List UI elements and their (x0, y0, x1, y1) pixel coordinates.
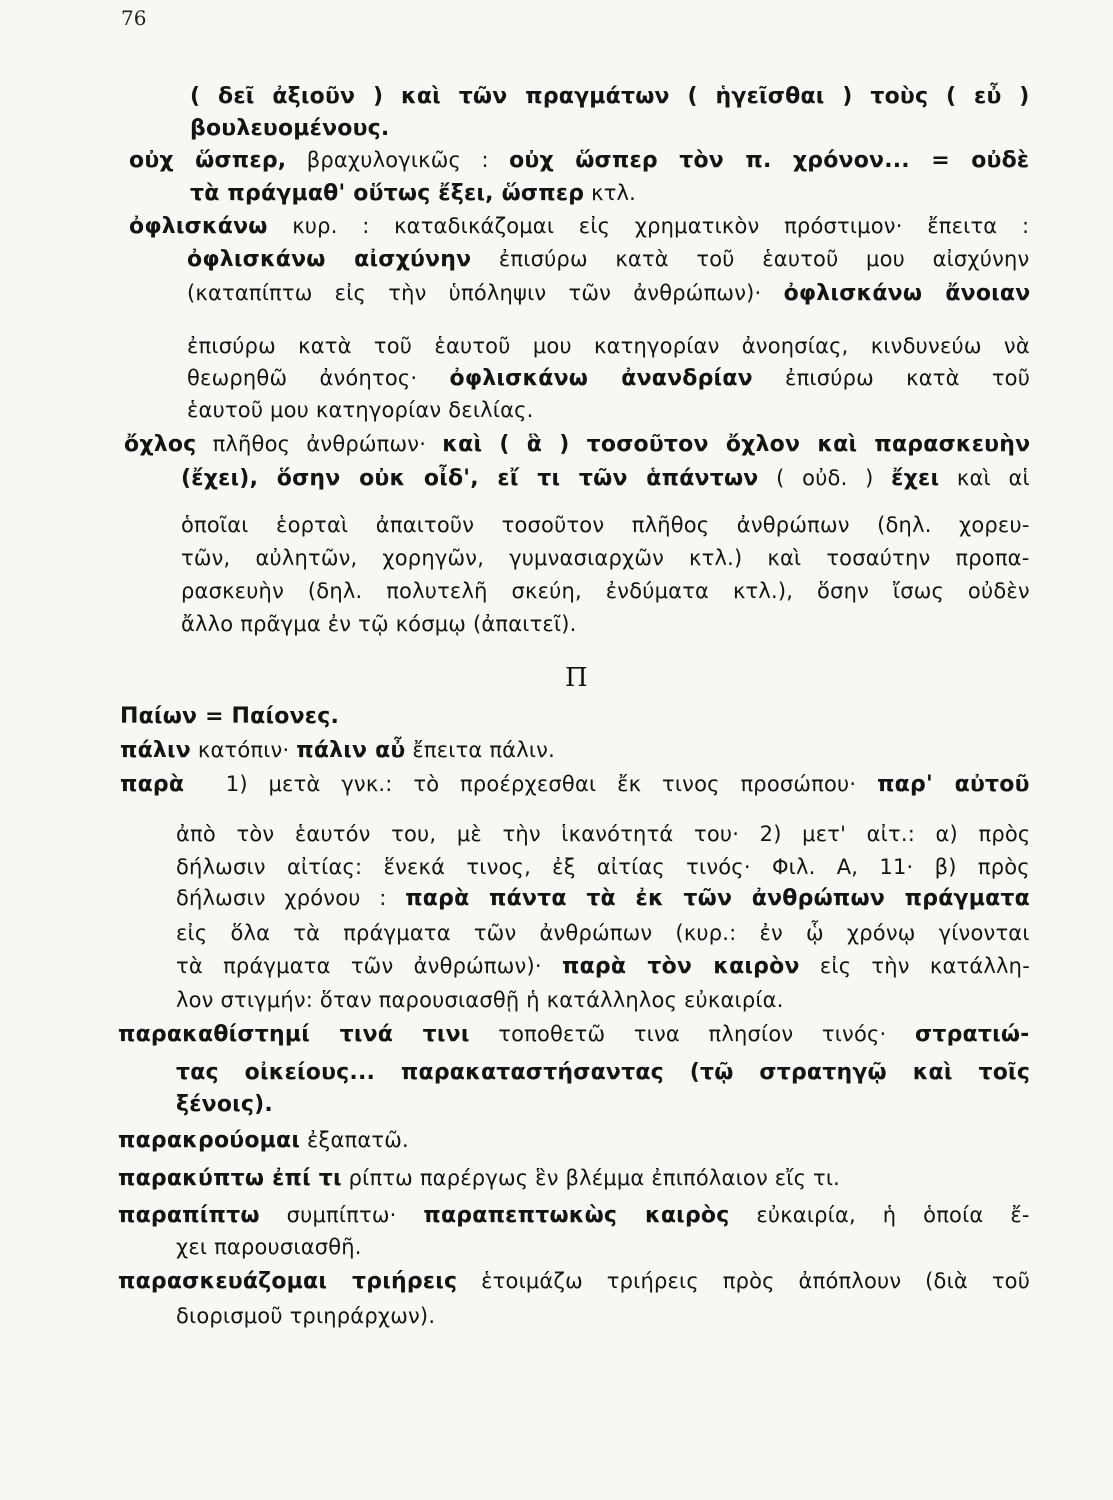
text-line (187, 277, 1030, 310)
definition-text: ἑτοιμάζω τριήρεις πρὸς ἀπόπλουν (διὰ τοῦ (457, 1269, 1031, 1293)
headword-text: παρὰ τὸν καιρὸν (561, 954, 800, 979)
headword-text: Παίων = Παίονες. (120, 704, 339, 729)
definition-text: κατόπιν· (191, 738, 297, 762)
text-line (176, 882, 1030, 915)
headword-text: τὰ πράγμαθ' οὕτως ἔξει, ὥσπερ (190, 181, 585, 206)
definition-text: χει παρουσιασθῆ. (176, 1235, 362, 1259)
text-line (190, 112, 389, 145)
headword-text: παρ' αὐτοῦ (877, 772, 1030, 797)
text-line (181, 542, 1030, 574)
definition-text: ἑαυτοῦ μου κατηγορίαν δειλίας. (187, 398, 534, 422)
definition-text: ἔπειτα πάλιν. (405, 738, 555, 762)
headword-text: τας οἰκείους... παρακαταστήσαντας (τῷ στρατηγῷ καὶ τοῖς (176, 1060, 1031, 1085)
text-line (181, 608, 577, 640)
definition-text: καὶ αἱ (939, 466, 1030, 490)
text-line (176, 984, 784, 1016)
text-line (187, 243, 1029, 276)
headword-text: ( δεῖ ἀξιοῦν ) καὶ τῶν πραγμάτων ( ἡγεῖσθαι ) τοὺς ( εὖ ) (190, 84, 1030, 109)
definition-text: τοποθετῶ τινα πλησίον τινός· (469, 1022, 916, 1046)
text-line (124, 428, 1030, 461)
text-line (176, 1300, 435, 1332)
headword-text: παρακρούομαι (118, 1128, 301, 1153)
headword-text: πάλιν αὖ (296, 738, 406, 763)
text-line (129, 210, 1029, 243)
text-line (176, 950, 1030, 983)
definition-text: ρίπτω παρέργως ἓν βλέμμα ἐπιπόλαιον εἴς τι. (341, 1166, 841, 1190)
definition-text: 1) μετὰ γνκ.: τὸ προέρχεσθαι ἔκ τινος προσώπου· (184, 772, 878, 796)
headword-text: παρακύπτω ἐπί τι (118, 1166, 342, 1191)
headword-text: πάλιν (120, 738, 191, 763)
headword-text: οὐχ ὥσπερ, (129, 148, 287, 173)
text-line (187, 394, 534, 426)
definition-text: ἀπὸ τὸν ἑαυτόν του, μὲ τὴν ἱκανότητά του· 2) μετ' αἰτ.: α) πρὸς (176, 822, 1031, 846)
headword-text: οὐχ ὥσπερ τὸν π. χρόνον... = οὐδὲ (509, 148, 1030, 173)
definition-text: δήλωσιν αἰτίας: ἕνεκά τινος, ἐξ αἰτίας τινός· Φιλ. Α, 11· β) πρὸς (176, 855, 1030, 879)
text-line (176, 917, 1030, 949)
headword-text: ὀφλισκάνω ἄνοιαν (783, 281, 1031, 306)
headword-text: παρασκευάζομαι τριήρεις (118, 1269, 458, 1294)
definition-text: τῶν, αὐλητῶν, χορηγῶν, γυμνασιαρχῶν κτλ.) καὶ τοσαύτην προπα- (181, 546, 1030, 570)
headword-text: (ἔχει), ὅσην οὐκ οἶδ', εἴ τι τῶν ἁπάντων (181, 466, 759, 491)
text-line (187, 330, 1030, 362)
headword-text: βουλευομένους. (190, 116, 390, 141)
headword-text: καὶ ( ἃ ) τοσοῦτον ὄχλον καὶ παρασκευὴν (442, 432, 1031, 457)
headword-text: στρατιώ- (915, 1022, 1030, 1047)
definition-text: ἄλλο πρᾶγμα ἐν τῷ κόσμῳ (ἀπαιτεῖ). (181, 612, 577, 636)
text-line (181, 509, 1030, 541)
definition-text: βραχυλογικῶς : (286, 148, 510, 172)
text-line (118, 1124, 409, 1157)
headword-text: παραπεπτωκὼς καιρὸς (423, 1203, 730, 1228)
text-line (118, 1199, 1030, 1232)
headword-text: παρὰ (120, 772, 185, 797)
definition-text: εὐκαιρία, ἡ ὁποία ἔ- (729, 1203, 1030, 1227)
definition-text: ( οὐδ. ) (758, 466, 892, 490)
headword-text: ἔχει (891, 466, 940, 491)
headword-text: παραπίπτω (118, 1203, 260, 1228)
text-line (176, 1231, 362, 1263)
definition-text: ρασκευὴν (δηλ. πολυτελῆ σκεύη, ἐνδύματα κτλ.), ὅσην ἴσως οὐδὲν (181, 579, 1030, 603)
definition-text: κτλ. (584, 181, 637, 205)
text-line (190, 80, 1030, 113)
text-line (120, 700, 339, 733)
headword-text: παρακαθίστημί τινά τινι (118, 1022, 470, 1047)
definition-text: ἐξαπατῶ. (300, 1128, 409, 1152)
section-letter: Π (565, 663, 588, 693)
definition-text: ἐπισύρω κατὰ τοῦ ἑαυτοῦ μου αἰσχύνην (471, 247, 1030, 271)
definition-text: λον στιγμήν: ὅταν παρουσιασθῇ ἡ κατάλληλος εὐκαιρία. (176, 988, 784, 1012)
page-number: 76 (121, 6, 147, 30)
definition-text: ἐπισύρω κατὰ τοῦ ἑαυτοῦ μου κατηγορίαν ἀνοησίας, κινδυνεύω νὰ (187, 334, 1030, 358)
definition-text: εἰς ὅλα τὰ πράγματα τῶν ἀνθρώπων (κυρ.: ἐν ᾧ χρόνῳ γίνονται (176, 921, 1030, 945)
text-line (176, 1088, 273, 1121)
definition-text: θεωρηθῶ ἀνόητος· (187, 366, 450, 390)
headword-text: ὀφλισκάνω αἰσχύνην (187, 247, 472, 272)
headword-text: ὀφλισκάνω ἀνανδρίαν (449, 366, 753, 391)
headword-text: παρὰ πάντα τὰ ἐκ τῶν ἀνθρώπων πράγματα (405, 886, 1030, 911)
definition-text: διορισμοῦ τριηράρχων). (176, 1304, 436, 1328)
definition-text: ὁποῖαι ἑορταὶ ἀπαιτοῦν τοσοῦτον πλῆθος ἀνθρώπων (δηλ. χορευ- (181, 513, 1030, 537)
text-line (181, 462, 1030, 495)
text-line (118, 1265, 1030, 1298)
text-line (129, 144, 1029, 177)
text-line (118, 1162, 840, 1195)
headword-text: ξένοις). (176, 1092, 273, 1117)
definition-text: κυρ. : καταδικάζομαι εἰς χρηματικὸν πρόστιμον· ἔπειτα : (267, 214, 1030, 238)
definition-text: τὰ πράγματα τῶν ἀνθρώπων)· (176, 954, 562, 978)
definition-text: εἰς τὴν κατάλλη- (799, 954, 1030, 978)
definition-text: ἐπισύρω κατὰ τοῦ (752, 366, 1031, 390)
headword-text: ὀφλισκάνω (129, 214, 268, 239)
text-line (181, 575, 1030, 607)
definition-text: πλῆθος ἀνθρώπων· (196, 432, 443, 456)
headword-text: ὄχλος (124, 432, 197, 457)
text-line (176, 1056, 1030, 1089)
text-line (190, 177, 636, 210)
definition-text: συμπίπτω· (259, 1203, 424, 1227)
text-line (120, 734, 555, 767)
text-line (187, 362, 1030, 395)
definition-text: (καταπίπτω εἰς τὴν ὑπόληψιν τῶν ἀνθρώπων)· (187, 281, 784, 305)
text-line (176, 851, 1030, 883)
text-line (118, 1018, 1030, 1051)
text-line (120, 768, 1030, 801)
definition-text: δήλωσιν χρόνου : (176, 886, 406, 910)
text-line (176, 818, 1030, 850)
